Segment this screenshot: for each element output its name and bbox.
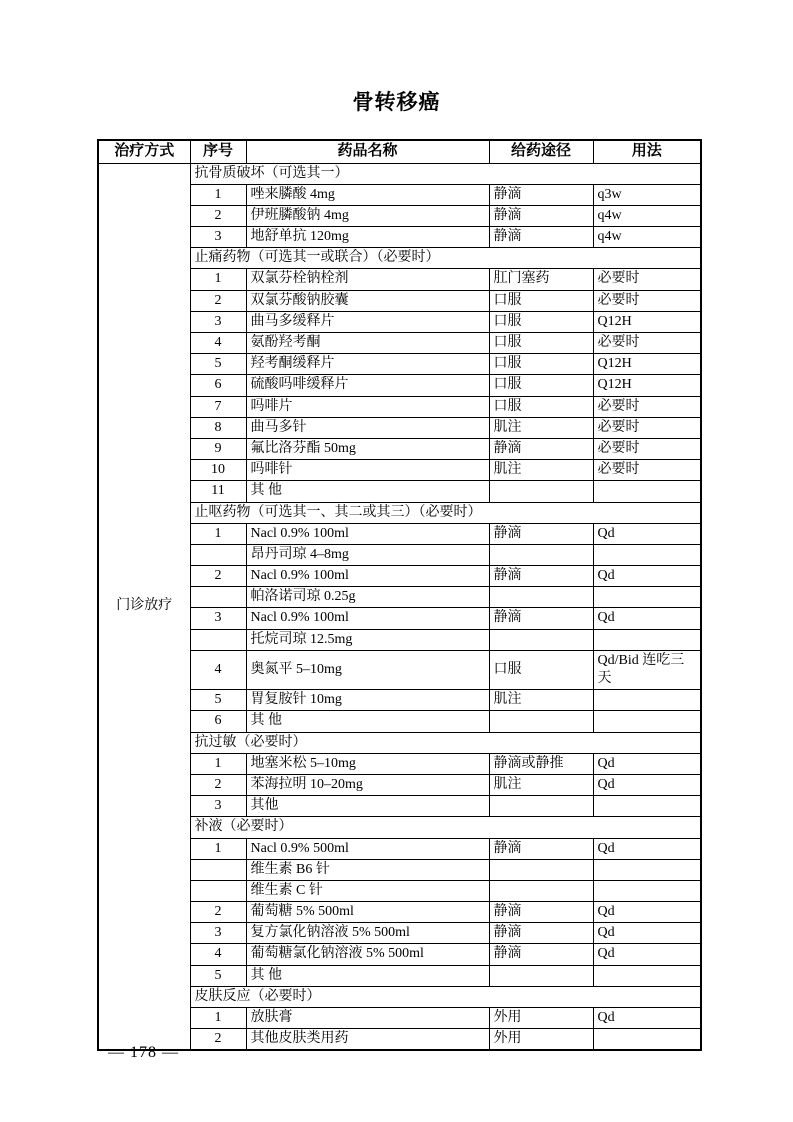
usage: 必要时 xyxy=(593,460,701,481)
usage: Qd xyxy=(593,523,701,544)
usage xyxy=(593,859,701,880)
route xyxy=(489,481,593,502)
usage xyxy=(593,796,701,817)
route: 口服 xyxy=(489,354,593,375)
drug-name: 放肤膏 xyxy=(246,1008,489,1029)
row-number: 6 xyxy=(190,711,246,732)
page-number: — 178 — xyxy=(108,1044,179,1061)
usage xyxy=(593,965,701,986)
page-title: 骨转移癌 xyxy=(352,90,441,114)
row-number: 11 xyxy=(190,481,246,502)
usage xyxy=(593,629,701,650)
row-number: 2 xyxy=(190,774,246,795)
section-header-label: 止痛药物（可选其一或联合）（必要时） xyxy=(190,248,701,269)
route: 静滴 xyxy=(489,608,593,629)
header-treatment-method: 治疗方式 xyxy=(98,140,190,163)
route: 肌注 xyxy=(489,417,593,438)
usage: Q12H xyxy=(593,311,701,332)
usage: Qd/Bid 连吃三天 xyxy=(593,650,701,689)
drug-name: 地舒单抗 120mg xyxy=(246,227,489,248)
route: 静滴 xyxy=(489,902,593,923)
row-number: 6 xyxy=(190,375,246,396)
header-usage: 用法 xyxy=(593,140,701,163)
drug-name: 帕洛诺司琼 0.25g xyxy=(246,587,489,608)
row-number: 10 xyxy=(190,460,246,481)
row-number: 3 xyxy=(190,311,246,332)
header-drug-name: 药品名称 xyxy=(246,140,489,163)
row-number: 4 xyxy=(190,333,246,354)
treatment-method-cell: 门诊放疗 xyxy=(98,163,190,1050)
drug-name: 双氯芬栓钠栓剂 xyxy=(246,269,489,290)
usage: Qd xyxy=(593,923,701,944)
route xyxy=(489,796,593,817)
route: 口服 xyxy=(489,650,593,689)
section-header-label: 补液（必要时） xyxy=(190,817,701,838)
usage: 必要时 xyxy=(593,417,701,438)
route: 静滴 xyxy=(489,184,593,205)
row-number: 2 xyxy=(190,205,246,226)
usage: Qd xyxy=(593,566,701,587)
route: 静滴 xyxy=(489,838,593,859)
header-route: 给药途径 xyxy=(489,140,593,163)
drug-name: 奥氮平 5–10mg xyxy=(246,650,489,689)
route: 静滴 xyxy=(489,566,593,587)
row-number: 2 xyxy=(190,566,246,587)
route: 肛门塞药 xyxy=(489,269,593,290)
drug-name: 其他 xyxy=(246,796,489,817)
usage: Qd xyxy=(593,944,701,965)
drug-name: 氟比洛芬酯 50mg xyxy=(246,438,489,459)
row-number: 1 xyxy=(190,838,246,859)
section-header-label: 皮肤反应（必要时） xyxy=(190,986,701,1007)
usage: Qd xyxy=(593,1008,701,1029)
route xyxy=(489,859,593,880)
row-number xyxy=(190,629,246,650)
usage xyxy=(593,544,701,565)
drug-name: 葡萄糖 5% 500ml xyxy=(246,902,489,923)
route: 外用 xyxy=(489,1008,593,1029)
drug-name: 吗啡片 xyxy=(246,396,489,417)
row-number: 5 xyxy=(190,354,246,375)
row-number xyxy=(190,859,246,880)
row-number xyxy=(190,880,246,901)
route xyxy=(489,544,593,565)
usage: 必要时 xyxy=(593,396,701,417)
section-header-row xyxy=(98,163,701,184)
drug-name: Nacl 0.9% 100ml xyxy=(246,566,489,587)
usage: q3w xyxy=(593,184,701,205)
route xyxy=(489,629,593,650)
route: 肌注 xyxy=(489,774,593,795)
drug-name: 其 他 xyxy=(246,481,489,502)
medication-table xyxy=(97,139,702,1051)
route: 静滴 xyxy=(489,227,593,248)
route: 肌注 xyxy=(489,460,593,481)
drug-name: 维生素 C 针 xyxy=(246,880,489,901)
row-number: 4 xyxy=(190,650,246,689)
row-number: 3 xyxy=(190,796,246,817)
route: 口服 xyxy=(489,290,593,311)
drug-name: 曲马多针 xyxy=(246,417,489,438)
drug-name: 其 他 xyxy=(246,965,489,986)
usage: Q12H xyxy=(593,354,701,375)
usage: 必要时 xyxy=(593,438,701,459)
header-number: 序号 xyxy=(190,140,246,163)
row-number: 3 xyxy=(190,608,246,629)
drug-name: 氨酚羟考酮 xyxy=(246,333,489,354)
row-number: 9 xyxy=(190,438,246,459)
usage: Qd xyxy=(593,902,701,923)
drug-name: 其他皮肤类用药 xyxy=(246,1029,489,1051)
drug-name: 葡萄糖氯化钠溶液 5% 500ml xyxy=(246,944,489,965)
row-number: 1 xyxy=(190,523,246,544)
row-number: 2 xyxy=(190,902,246,923)
row-number: 1 xyxy=(190,753,246,774)
drug-name: 托烷司琼 12.5mg xyxy=(246,629,489,650)
row-number: 5 xyxy=(190,690,246,711)
row-number: 1 xyxy=(190,269,246,290)
usage xyxy=(593,690,701,711)
row-number: 3 xyxy=(190,227,246,248)
drug-name: Nacl 0.9% 100ml xyxy=(246,523,489,544)
usage xyxy=(593,880,701,901)
usage xyxy=(593,587,701,608)
row-number xyxy=(190,587,246,608)
drug-name: 苯海拉明 10–20mg xyxy=(246,774,489,795)
usage: Q12H xyxy=(593,375,701,396)
route: 口服 xyxy=(489,333,593,354)
table-header-row xyxy=(98,140,701,163)
section-header-label: 抗骨质破坏（可选其一） xyxy=(190,163,701,184)
route: 静滴或静推 xyxy=(489,753,593,774)
row-number: 2 xyxy=(190,290,246,311)
route xyxy=(489,587,593,608)
row-number: 7 xyxy=(190,396,246,417)
drug-name: Nacl 0.9% 100ml xyxy=(246,608,489,629)
row-number: 1 xyxy=(190,1008,246,1029)
usage: 必要时 xyxy=(593,290,701,311)
route: 静滴 xyxy=(489,438,593,459)
row-number xyxy=(190,544,246,565)
route: 静滴 xyxy=(489,944,593,965)
route: 静滴 xyxy=(489,205,593,226)
drug-name: 胃复胺针 10mg xyxy=(246,690,489,711)
usage: q4w xyxy=(593,205,701,226)
row-number: 5 xyxy=(190,965,246,986)
drug-name: 唑来膦酸 4mg xyxy=(246,184,489,205)
usage: Qd xyxy=(593,774,701,795)
route: 口服 xyxy=(489,396,593,417)
row-number: 8 xyxy=(190,417,246,438)
usage: 必要时 xyxy=(593,269,701,290)
drug-name: 复方氯化钠溶液 5% 500ml xyxy=(246,923,489,944)
row-number: 1 xyxy=(190,184,246,205)
section-header-label: 抗过敏（必要时） xyxy=(190,732,701,753)
route xyxy=(489,965,593,986)
route: 肌注 xyxy=(489,690,593,711)
usage xyxy=(593,711,701,732)
route xyxy=(489,880,593,901)
usage: q4w xyxy=(593,227,701,248)
usage: 必要时 xyxy=(593,333,701,354)
row-number: 3 xyxy=(190,923,246,944)
route: 静滴 xyxy=(489,923,593,944)
route: 静滴 xyxy=(489,523,593,544)
drug-name: 羟考酮缓释片 xyxy=(246,354,489,375)
route: 口服 xyxy=(489,375,593,396)
drug-name: 维生素 B6 针 xyxy=(246,859,489,880)
row-number: 2 xyxy=(190,1029,246,1051)
drug-name: 昂丹司琼 4–8mg xyxy=(246,544,489,565)
route: 口服 xyxy=(489,311,593,332)
drug-name: 吗啡针 xyxy=(246,460,489,481)
drug-name: 伊班膦酸钠 4mg xyxy=(246,205,489,226)
usage: Qd xyxy=(593,838,701,859)
drug-name: 双氯芬酸钠胶囊 xyxy=(246,290,489,311)
drug-name: 硫酸吗啡缓释片 xyxy=(246,375,489,396)
drug-name: Nacl 0.9% 500ml xyxy=(246,838,489,859)
drug-name: 地塞米松 5–10mg xyxy=(246,753,489,774)
row-number: 4 xyxy=(190,944,246,965)
usage xyxy=(593,1029,701,1051)
usage xyxy=(593,481,701,502)
route: 外用 xyxy=(489,1029,593,1051)
drug-name: 其 他 xyxy=(246,711,489,732)
usage: Qd xyxy=(593,608,701,629)
drug-name: 曲马多缓释片 xyxy=(246,311,489,332)
section-header-label: 止呕药物（可选其一、其二或其三）（必要时） xyxy=(190,502,701,523)
usage: Qd xyxy=(593,753,701,774)
route xyxy=(489,711,593,732)
